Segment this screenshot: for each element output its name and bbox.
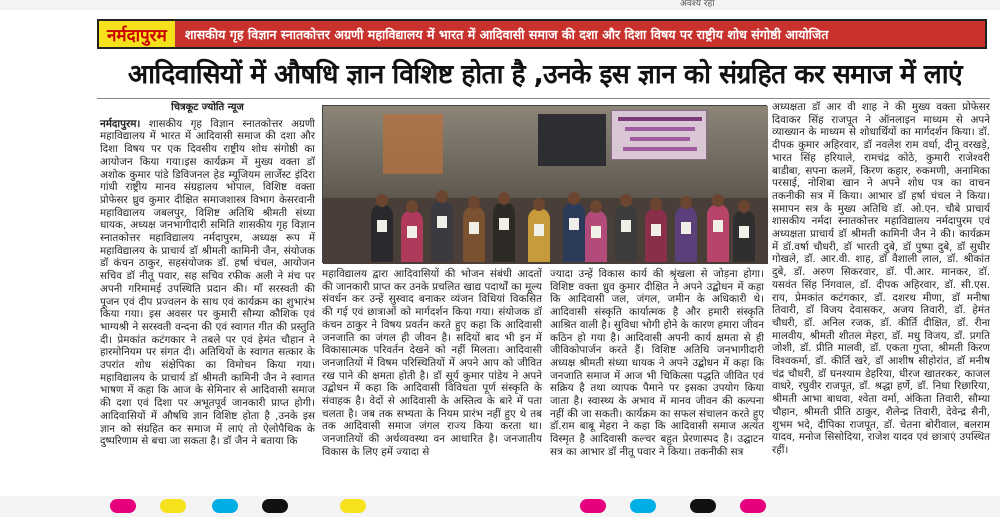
photo-person-head (738, 200, 750, 213)
registration-strip (0, 496, 1000, 517)
photo-booklet (651, 224, 661, 236)
photo-booklet (739, 226, 749, 238)
dateline: नर्मदापुरम। (100, 117, 141, 130)
registration-mark (110, 499, 136, 513)
registration-mark (262, 499, 288, 513)
poster-line (625, 127, 695, 131)
poster-line (630, 137, 690, 141)
page-top-edge (0, 0, 1000, 10)
photo-person-head (533, 198, 545, 211)
photo-person-head (406, 200, 418, 213)
photo-booklet (534, 224, 544, 236)
registration-mark (580, 499, 606, 513)
photo-person-head (376, 194, 388, 207)
column-4-text: अध्यक्षता डॉ आर वी शाह ने की मुख्य वक्ता प्रोफेसर दिवाकर सिंह राजपूत ने ऑनलाइन माध्यम से अपने व्याख्यान के माध्यम से शोधार्थियों का मार्गदर्शन किया। डॉ. दीपक कुमार अहिरवार, डॉ नवलेश राम वर्धा, दीनू वरखड़े, भारत सिंह हरियाले, रामचंद्र कोठे, कुमारी राजेश्वरी बाडीबा, सपना कलमें, किरण कहार, रुकमणी, अनामिका परसाई, नोशिबा खान ने अपने शोध पत्र का वाचन तकनीकी सत्र में किया। आभार डॉ हर्षा चंचल ने किया। समापन सत्र के मुख्य अतिथि डॉ. ओ.एन. चौबे प्राचार्य शासकीय नर्मदा स्नातकोत्तर महाविद्यालय नर्मदापुरम एवं अध्यक्षता प्राचार्य डॉ श्रीमती कामिनी जैन ने की। कार्यक्रम में डॉ.वर्षा चौधरी, डॉ भारती दुबे, डॉ पुष्पा दुबे, डॉ सुधीर गोखले, डॉ. आर.वी. शाह, डॉ वैशाली लाल, डॉ. श्रीकांत दुबे, डॉ. अरुण सिकरवार, डॉ. पी.आर. मानकर, डॉ. यसवंत सिंह निंगवाल, डॉ. दीपक अहिरवार, डॉ. सी.एस. राय, प्रेमकांत कटंगकार, डॉ. दशरथ मीणा, डॉ मनीषा तिवारी, डॉ विजय देवासकर, अजय तिवारी, डॉ. हेमंत चौधरी, डॉ. अनिल रजक, डॉ. कीर्ति दीक्षित, डॉ. रीना मालवीय, श्रीमती शीतल मेहरा, डॉ. मधु विजय, डॉ. प्रगति जोशी, डॉ. प्रीति मालवी, डॉ. एकता गुप्ता, श्रीमती किरण विश्वकर्मा, डॉ. कीर्ति खरे, डॉ आशीष सीहोरांत, डॉ मनीष चंद्र चौधरी, डॉ घनश्याम डेहरिया, धीरज खातरकर, काजल वाधरे, रघुवीर राजपूत, डॉ. श्रद्धा हर्णे, डॉ. निधा रिछारिया, श्रीमती आभा बाधवा, श्वेता वर्मा, अंकिता तिवारी, सौम्या चौहान, श्रीमती प्रीति ठाकुर, शैलेन्द्र तिवारी, देवेन्द्र सैनी, शुभम भदे, दीपिका राजपूत, डॉ. चेतना बोरीवाल, बलराम यादव, मनोज सिसोदिया, राजेश यादव एवं छात्राएं उपस्थित रहीं। (772, 101, 990, 456)
photo-booklet (621, 220, 631, 232)
column-1-text: शासकीय गृह विज्ञान स्नातकोत्तर अग्रणी महाविद्यालय में भारत में आदिवासी समाज की दशा और दिशा विषय पर एक दिवसीय राष्ट्रीय शोध संगोष्ठी का आयोजन किया गया।इस कार्यक्रम में मुख्य वक्ता डॉ अशोक कुमार पांडे डिविजनल हेड म्यूजियम लार्जेस्ट इंदिरा गांधी राष्ट्रीय मानव संग्रहालय भोपाल, विशिष्ट वक्ता प्रोफेसर ध्रुव कुमार दीक्षित समाजशास्त्र विभाग केसरवानी महाविद्यालय जबलपुर, विशिष्ट अतिथि श्रीमती संध्या धायक, अध्यक्ष जनभागीदारी समिति शासकीय गृह विज्ञान स्नातकोत्तर महाविद्यालय नर्मदापुरम, अध्यक्ष रूप में महाविद्यालय के प्राचार्य डॉ श्रीमती कामिनी जैन, संयोजक डॉ कंचन ठाकुर, सहसंयोजक डॉ. हर्षा चंचल, आयोजन सचिव डॉ नीतू पवार, सह सचिव रफीक अली ने मंच पर अपनी गरिमामई उपस्थिति प्रदान की। माँ सरस्वती की पूजन एवं दीप प्रज्वलन के साथ एवं कार्यक्रम का शुभारंभ किया गया। इस अवसर पर कुमारी सौम्या कौशिक एवं भाग्यश्री ने सरस्वती वन्दना की एवं स्वागत गीत की प्रस्तुति दी। प्रेमकांत कटंगकार ने तबले पर एवं हेमंत चौहान ने हारमोनियम पर संगत दी। अतिथियों के स्वागत सत्कार के उपरांत शोध संक्षेपिका का विमोचन किया गया। महाविद्यालय के प्राचार्य डॉ श्रीमती कामिनी जैन ने स्वागत भाषण में कहा कि आज के सेमिनार से आदिवासी समाज की दशा एवं दिशा पर अभूतपूर्व जानकारी प्राप्त होगी। आदिवासियों में औषधि ज्ञान विशिष्ट होता है ,उनके इस ज्ञान को संग्रहित कर समाज में लाएं तो ऐलोपैथिक के दुष्परिणाम से बचा जा सकता है। डॉ जैन ने बताया कि (100, 117, 315, 448)
photo-screen (538, 114, 606, 166)
photo-person-head (620, 194, 632, 207)
headline-rule (97, 98, 990, 99)
photo-person (563, 202, 585, 262)
photo-booklet (713, 220, 723, 232)
registration-mark (160, 499, 186, 513)
photo-booklet (591, 226, 601, 238)
column-3-text: ज्यादा उन्हें विकास कार्य की श्रृंखला से जोड़ना होगा। विशिष्ट वक्ता ध्रुव कुमार दीक्षित ने अपने उद्बोधन में कहा कि आदिवासी जल, जंगल, जमीन के अधिकारी थे। आदिवासी संस्कृति कार्यात्मक है और हमारी संस्कृति आश्रित वाली है। सुविधा भोगी होने के कारण हमारा जीवन कठिन हो गया है। आदिवासी अपनी कार्य क्षमता से ही जीविकोपार्जन करते हैं। विशिष्ट अतिथि जनभागीदारी अध्यक्ष श्रीमती संध्या धायक ने अपने उद्बोधन में कहा कि जनजाति समाज में आज भी चिकित्सा पद्धति जीवित एवं सक्रिय है तथा व्यापक पैमाने पर इसका उपयोग किया जाता है। स्वास्थ्य के अभाव में मानव जीवन की कल्पना नहीं की जा सकती। कार्यक्रम का सफल संचालन करते हुए डॉ.राम बाबू मेहरा ने कहा कि आदिवासी समाज अत्यंत विस्मृत है आदिवासी कल्चर बहुत प्रेरणास्पद है। उद्घाटन सत्र का आभार डॉ नीतू पवार ने किया। तकनीकी सत्र (550, 268, 764, 458)
photo-person (431, 200, 453, 262)
article-column-3 (550, 268, 764, 495)
photo-person (675, 206, 697, 262)
cut-off-text: अवश्य रहा (680, 0, 715, 9)
photo-person-head (590, 200, 602, 213)
photo-booklet (681, 222, 691, 234)
poster-line (623, 147, 697, 151)
photo-person (493, 202, 515, 262)
photo-person-head (680, 196, 692, 209)
photo-poster (611, 110, 707, 160)
registration-mark (690, 499, 716, 513)
photo-banner (383, 114, 443, 174)
article-column-2 (322, 268, 542, 495)
headline: आदिवासियों में औषधि ज्ञान विशिष्ट होता है ,उनके इस ज्ञान को संग्रहित कर समाज में लाएं (127, 59, 963, 90)
registration-mark (630, 499, 656, 513)
column-2-text: महाविद्यालय द्वारा आदिवासियों की भोजन संबंधी आदतों की जानकारी प्राप्त कर उनके प्रचलित खाद्य पदार्थों का मूल्य संवर्धन कर उन्हें सुस्वाद बनाकर व्यंजन विधियां विकसित की गई एवं छात्राओं को मार्गदर्शन किया गया। संयोजक डॉ कंचन ठाकुर ने विषय प्रवर्तन करते हुए कहा कि आदिवासी जनजाति का जंगल ही जीवन है। सदियों बाद भी इन में विकासात्मक परिवर्तन देखने को नहीं मिलता। आदिवासी जनजातियों में विषम परिस्थितियों में अपने आप को जीवित रख पाने की क्षमता होती है। डॉ सूर्य कुमार पांडेय ने अपने उद्बोधन में कहा कि आदिवासी विविधता पूर्ण संस्कृति के संवाहक है। वेदों से आदिवासी के अस्तित्व के बारे में पता चलता है। जब तक सभ्यता के नियम प्रारंभ नहीं हुए थे तब तक आदिवासी समाज जंगल राज्य किया करता था। जनजातियों की अर्थव्यवस्था वन आधारित है। जनजातीय विकास के लिए हमें ज्यादा से (322, 268, 542, 458)
section-banner (97, 19, 987, 49)
photo-person-head (712, 194, 724, 207)
column-1-body (100, 118, 315, 448)
photo-booklet (377, 220, 387, 232)
photo-booklet (469, 222, 479, 234)
article-column-1 (100, 102, 315, 495)
byline: चित्रकूट ज्योति न्यूज (171, 102, 244, 113)
photo-person-head (650, 198, 662, 211)
event-photo (322, 105, 767, 263)
photo-person-head (436, 190, 448, 203)
article-column-4 (772, 101, 990, 495)
place-label: नर्मदापुरम (99, 21, 175, 47)
photo-person-head (498, 192, 510, 205)
registration-mark (340, 499, 366, 513)
photo-person (463, 206, 485, 262)
photo-booklet (437, 216, 447, 228)
photo-person-head (468, 196, 480, 209)
photo-booklet (499, 218, 509, 230)
photo-booklet (569, 218, 579, 230)
poster-line (618, 117, 702, 121)
photo-person (707, 204, 729, 262)
photo-person (615, 204, 637, 262)
registration-mark (740, 499, 766, 513)
registration-mark (212, 499, 238, 513)
banner-subheadline: शासकीय गृह विज्ञान स्नातकोत्तर अग्रणी महाविद्यालय में भारत में आदिवासी समाज की दशा और दिशा विषय पर राष्ट्रीय शोध संगोष्ठी आयोजित (184, 26, 829, 42)
photo-booklet (407, 226, 417, 238)
photo-person (371, 204, 393, 262)
photo-person-head (568, 192, 580, 205)
